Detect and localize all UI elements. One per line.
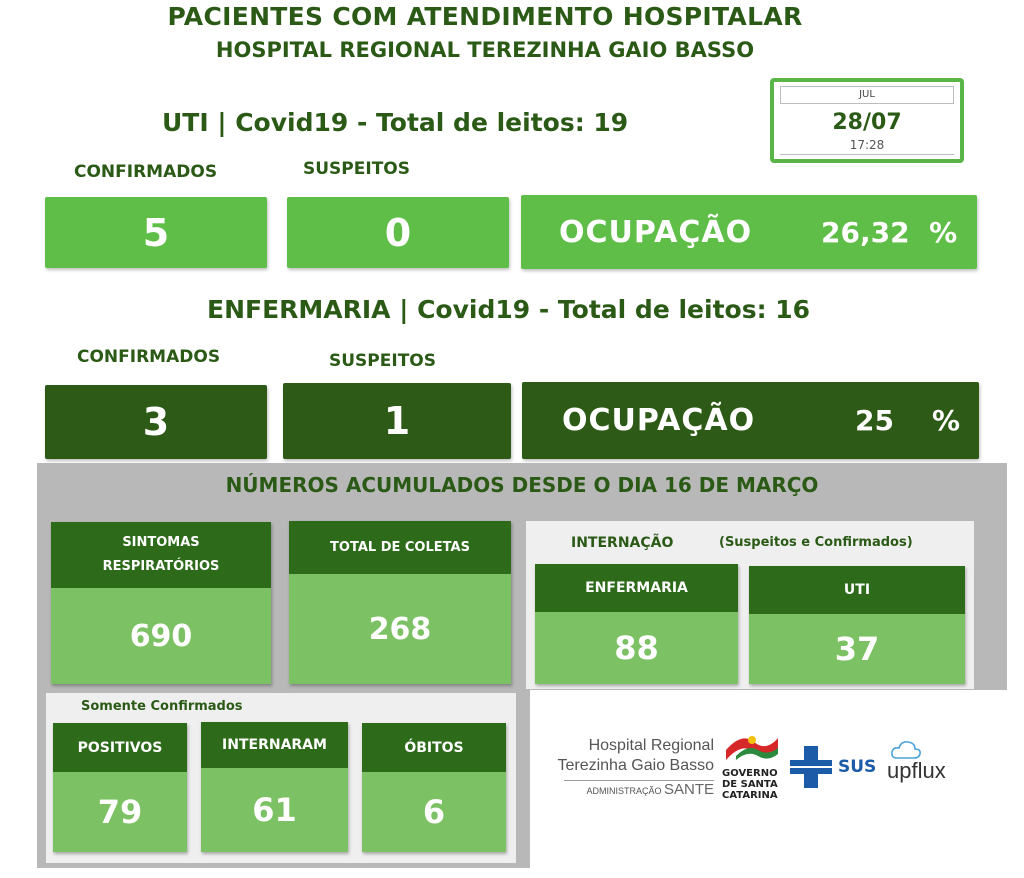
- positives-value-box: [53, 772, 187, 852]
- int-uti-card: [749, 566, 965, 684]
- upflux-text: upflux: [887, 758, 946, 783]
- uti-title: UTI | Covid19 - Total de leitos: 19: [162, 108, 629, 137]
- internacao-note: (Suspeitos e Confirmados): [719, 535, 913, 550]
- enfermaria-confirmed-value: 3: [142, 400, 170, 444]
- admin-name: SANTE: [663, 781, 714, 798]
- int-enfermaria-value-box: [535, 612, 738, 684]
- enfermaria-occupancy-unit: %: [932, 404, 961, 437]
- hospitalized-card: [201, 722, 348, 852]
- uti-confirmed-box: [45, 197, 267, 268]
- enfermaria-confirmed-label: CONFIRMADOS: [77, 347, 221, 367]
- int-uti-value-box: [749, 614, 965, 684]
- uti-confirmed-label: CONFIRMADOS: [74, 162, 218, 182]
- gov-line1: GOVERNO: [722, 768, 778, 779]
- symptoms-value-box: [51, 588, 271, 684]
- collections-label: TOTAL DE COLETAS: [330, 540, 470, 555]
- gov-line3: CATARINA: [722, 790, 778, 801]
- hospitalized-value: 61: [252, 791, 297, 829]
- deaths-value-box: [362, 772, 506, 852]
- hospitalized-value-box: [201, 768, 348, 852]
- uti-occupancy-label: OCUPAÇÃO: [559, 214, 753, 250]
- hospitalized-label: INTERNARAM: [222, 737, 327, 753]
- date-divider: [780, 154, 954, 155]
- page-title: PACIENTES COM ATENDIMENTO HOSPITALAR: [167, 2, 803, 31]
- admin-label: ADMINISTRAÇÃO: [586, 786, 662, 796]
- int-enfermaria-label: ENFERMARIA: [585, 580, 688, 596]
- sus-cross-icon: [788, 744, 834, 790]
- upflux-logo: [885, 740, 975, 790]
- uti-suspected-box: [287, 197, 509, 268]
- int-enfermaria-header: [535, 564, 738, 612]
- enfermaria-title: ENFERMARIA | Covid19 - Total de leitos: 16: [207, 295, 811, 324]
- collections-card: [289, 521, 511, 684]
- int-uti-header: [749, 566, 965, 614]
- hospital-logo-line2: Terezinha Gaio Basso: [557, 757, 714, 774]
- positives-header: [53, 723, 187, 772]
- deaths-value: 6: [422, 793, 446, 831]
- uti-occupancy-box: [521, 195, 977, 269]
- uti-occupancy-value: 26,32 %: [821, 215, 958, 249]
- date-widget: [770, 78, 964, 163]
- symptoms-value: 690: [129, 618, 193, 654]
- hospitalized-header: [201, 722, 348, 768]
- sus-text: SUS: [838, 757, 877, 777]
- enfermaria-confirmed-box: [45, 385, 267, 459]
- deaths-label: ÓBITOS: [404, 739, 464, 756]
- symptoms-card: [51, 522, 271, 684]
- date-time: 17:28: [849, 138, 885, 152]
- enfermaria-suspected-value: 1: [383, 399, 411, 443]
- confirmed-only-label: Somente Confirmados: [81, 699, 243, 714]
- cloud-icon: [891, 740, 921, 760]
- positives-card: [53, 723, 187, 852]
- enfermaria-occupancy-box: [522, 382, 979, 459]
- uti-suspected-label: SUSPEITOS: [303, 159, 410, 179]
- page-subtitle: HOSPITAL REGIONAL TEREZINHA GAIO BASSO: [215, 38, 755, 62]
- date-month: JUL: [780, 86, 954, 104]
- collections-value: 268: [368, 611, 432, 647]
- symptoms-header: [51, 522, 271, 588]
- enfermaria-suspected-label: SUSPEITOS: [329, 351, 436, 371]
- int-enfermaria-card: [535, 564, 738, 684]
- sus-logo: [788, 748, 878, 788]
- internacao-label: INTERNAÇÃO: [571, 535, 674, 551]
- deaths-header: [362, 723, 506, 772]
- accumulated-title: NÚMEROS ACUMULADOS DESDE O DIA 16 DE MARÇO: [225, 473, 819, 497]
- enfermaria-occupancy-value: 25: [855, 404, 894, 437]
- positives-label: POSITIVOS: [77, 739, 163, 756]
- logos-area: [530, 690, 1007, 868]
- symptoms-label-1: SINTOMAS: [122, 535, 200, 550]
- int-enfermaria-value: 88: [614, 629, 659, 667]
- gov-line2: DE SANTA: [722, 779, 778, 790]
- deaths-card: [362, 723, 506, 852]
- int-uti-label: UTI: [843, 582, 871, 598]
- governo-flag-icon: [722, 730, 782, 764]
- symptoms-label-2: RESPIRATÓRIOS: [102, 559, 220, 574]
- collections-header: [289, 521, 511, 574]
- date-day: 28/07: [832, 110, 902, 135]
- governo-sc-logo: [722, 730, 782, 802]
- hospital-logo-line1: Hospital Regional: [588, 737, 714, 754]
- hospital-logo: [544, 736, 714, 798]
- uti-suspected-value: 0: [384, 210, 412, 255]
- enfermaria-occupancy-label: OCUPAÇÃO: [562, 403, 756, 438]
- collections-value-box: [289, 574, 511, 684]
- uti-confirmed-value: 5: [142, 210, 170, 255]
- positives-value: 79: [97, 793, 143, 831]
- int-uti-value: 37: [834, 630, 880, 668]
- enfermaria-suspected-box: [283, 383, 511, 459]
